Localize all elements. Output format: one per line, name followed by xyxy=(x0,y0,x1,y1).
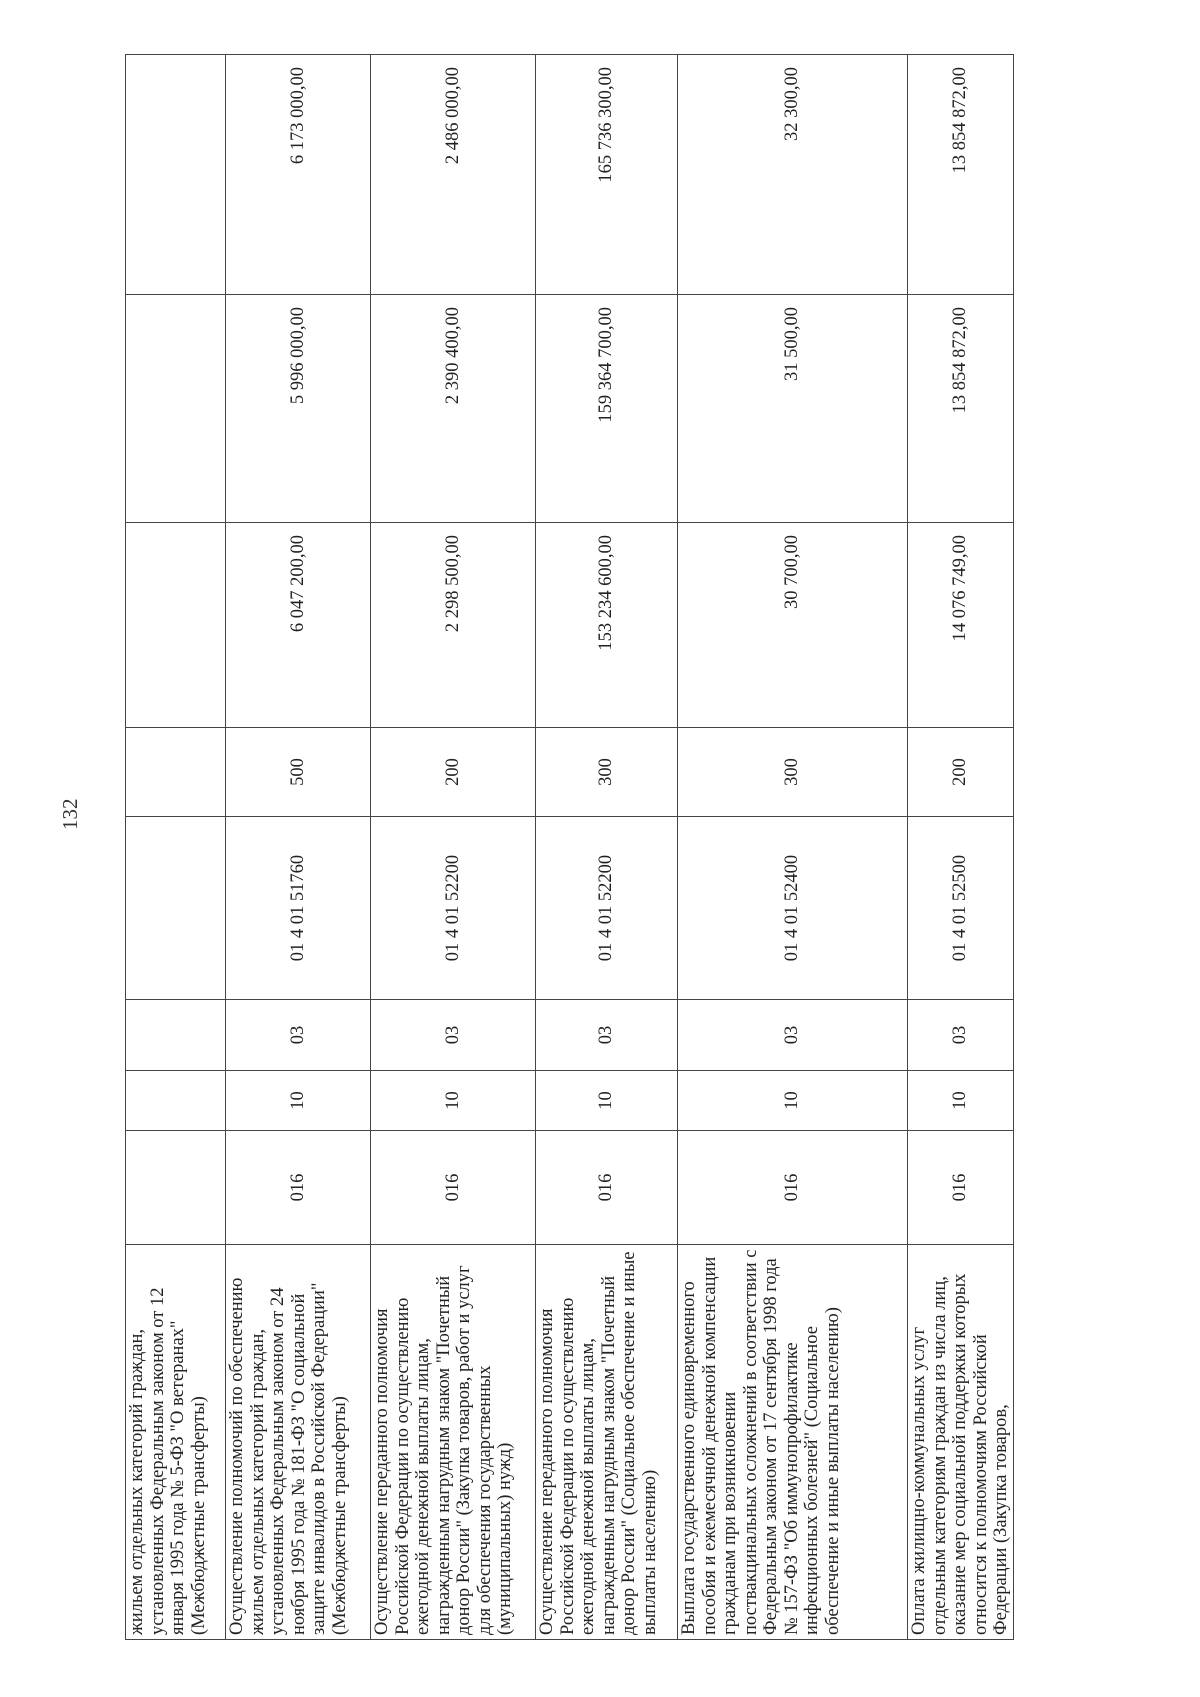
expense-type: 300 xyxy=(678,728,908,817)
row-description: Выплата государственного единовременного пособия и ежемесячной денежной компенсации гражданам при возникновении поствакцинальных осложнений в соответствии с Федеральным законом от 17 сентября 1998 года № 157-ФЗ "Об иммунопрофилактике инфекционных болезней" (Социальное обеспечение и иные выплаты населению) xyxy=(678,1245,908,1640)
section-code xyxy=(126,1071,226,1131)
ministry-code xyxy=(126,1131,226,1245)
target-article xyxy=(126,817,226,1000)
table-row xyxy=(126,55,226,1640)
subsection-code: 03 xyxy=(908,1000,1014,1071)
row-description: Осуществление полномочий по обеспечению жильем отдельных категорий граждан, установленных Федеральным законом от 24 ноября 1995 года № 181-ФЗ "О социальной защите инвалидов в Российской Федерации" (Межбюджетные трансферты) xyxy=(226,1245,371,1640)
row-description: Осуществление переданного полномочия Российской Федерации по осуществлению ежегодной денежной выплаты лицам, награжденным нагрудным знаком "Почетный донор России" (Закупка товаров, работ и услуг для обеспечения государственных (муниципальных) нужд) xyxy=(371,1245,536,1640)
expense-type: 200 xyxy=(371,728,536,817)
section-code: 10 xyxy=(226,1071,371,1131)
table-row xyxy=(536,55,678,1640)
row-description: жильем отдельных категорий граждан, установленных Федеральным законом от 12 января 1995 года № 5-ФЗ "О ветеранах" (Межбюджетные трансферты) xyxy=(126,1245,226,1640)
amount-year-2 xyxy=(126,295,226,523)
ministry-code: 016 xyxy=(371,1131,536,1245)
amount-year-1: 30 700,00 xyxy=(678,523,908,728)
amount-year-3: 2 486 000,00 xyxy=(371,55,536,295)
subsection-code xyxy=(126,1000,226,1071)
target-article: 01 4 01 52200 xyxy=(536,817,678,1000)
amount-year-2: 5 996 000,00 xyxy=(226,295,371,523)
expense-type: 200 xyxy=(908,728,1014,817)
amount-year-1: 14 076 749,00 xyxy=(908,523,1014,728)
ministry-code: 016 xyxy=(678,1131,908,1245)
amount-year-1 xyxy=(126,523,226,728)
amount-year-2: 159 364 700,00 xyxy=(536,295,678,523)
amount-year-3: 13 854 872,00 xyxy=(908,55,1014,295)
section-code: 10 xyxy=(908,1071,1014,1131)
table-row xyxy=(371,55,536,1640)
subsection-code: 03 xyxy=(536,1000,678,1071)
target-article: 01 4 01 52500 xyxy=(908,817,1014,1000)
amount-year-3: 32 300,00 xyxy=(678,55,908,295)
expense-type xyxy=(126,728,226,817)
section-code: 10 xyxy=(371,1071,536,1131)
budget-table-rotated xyxy=(125,55,1045,1640)
amount-year-3 xyxy=(126,55,226,295)
amount-year-1: 6 047 200,00 xyxy=(226,523,371,728)
amount-year-3: 165 736 300,00 xyxy=(536,55,678,295)
row-description: Осуществление переданного полномочия Российской Федерации по осуществлению ежегодной денежной выплаты лицам, награжденным нагрудным знаком "Почетный донор России" (Социальное обеспечение и иные выплаты населению) xyxy=(536,1245,678,1640)
amount-year-2: 2 390 400,00 xyxy=(371,295,536,523)
target-article: 01 4 01 52200 xyxy=(371,817,536,1000)
table-row xyxy=(678,55,908,1640)
amount-year-2: 31 500,00 xyxy=(678,295,908,523)
amount-year-3: 6 173 000,00 xyxy=(226,55,371,295)
amount-year-1: 153 234 600,00 xyxy=(536,523,678,728)
expense-type: 300 xyxy=(536,728,678,817)
target-article: 01 4 01 52400 xyxy=(678,817,908,1000)
ministry-code: 016 xyxy=(226,1131,371,1245)
row-description: Оплата жилищно-коммунальных услуг отдельным категориям граждан из числа лиц, оказание мер социальной поддержки которых относится к полномочиям Российской Федерации (Закупка товаров, xyxy=(908,1245,1014,1640)
expense-type: 500 xyxy=(226,728,371,817)
section-code: 10 xyxy=(678,1071,908,1131)
budget-table xyxy=(125,54,1014,1640)
subsection-code: 03 xyxy=(678,1000,908,1071)
ministry-code: 016 xyxy=(536,1131,678,1245)
ministry-code: 016 xyxy=(908,1131,1014,1245)
amount-year-2: 13 854 872,00 xyxy=(908,295,1014,523)
section-code: 10 xyxy=(536,1071,678,1131)
subsection-code: 03 xyxy=(371,1000,536,1071)
target-article: 01 4 01 51760 xyxy=(226,817,371,1000)
amount-year-1: 2 298 500,00 xyxy=(371,523,536,728)
page-number: 132 xyxy=(58,798,82,830)
subsection-code: 03 xyxy=(226,1000,371,1071)
table-row xyxy=(908,55,1014,1640)
table-row xyxy=(226,55,371,1640)
